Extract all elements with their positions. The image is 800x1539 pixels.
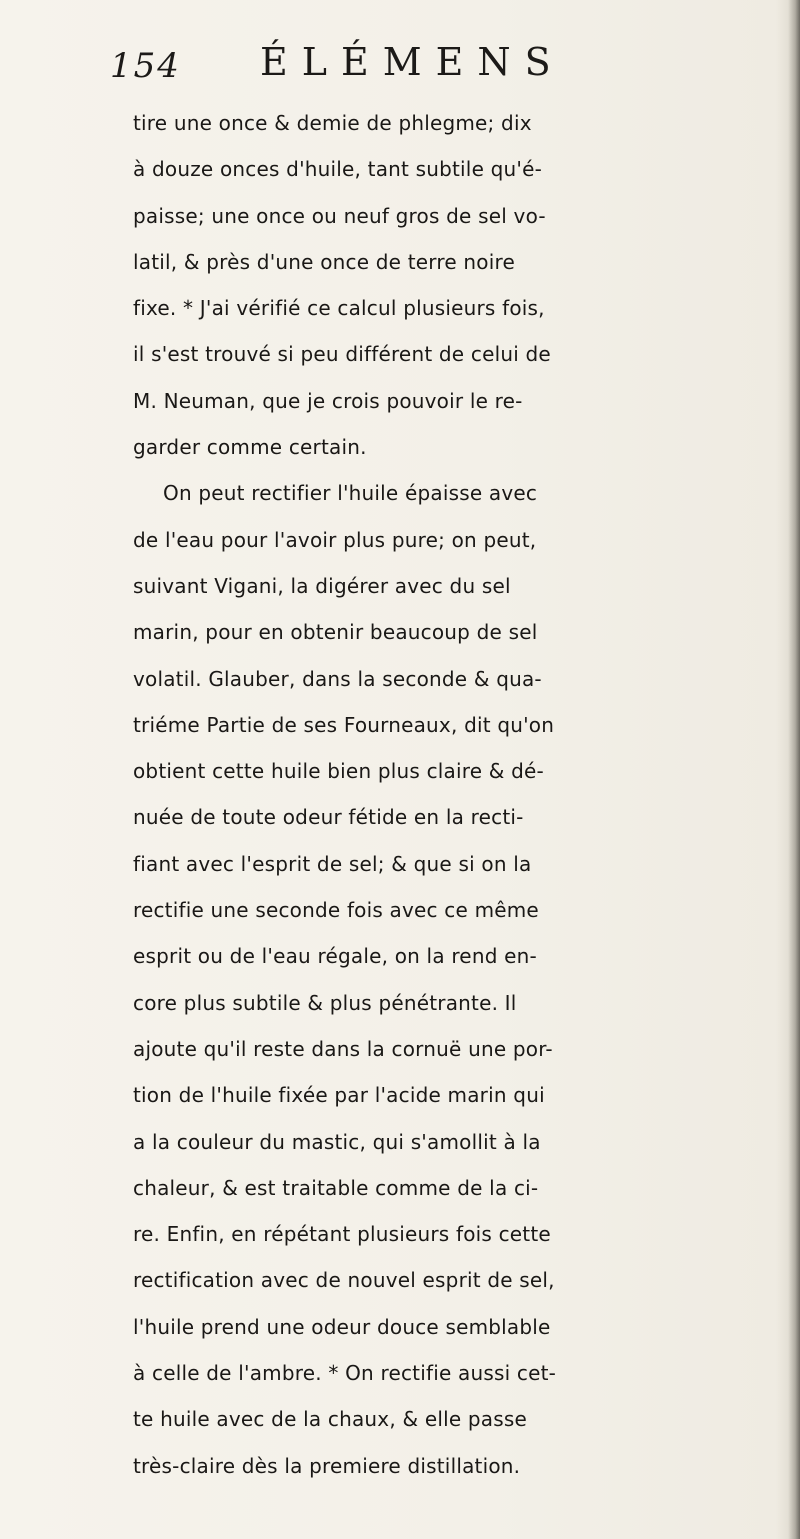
text-line: esprit ou de l'eau régale, on la rend en- [133, 944, 537, 969]
text-line: triéme Partie de ses Fourneaux, dit qu'on [133, 712, 555, 737]
text-line: tire une once & demie de phlegme; dix [133, 111, 532, 135]
text-line: à douze onces d'huile, tant subtile qu'é- [133, 157, 543, 182]
page-header [110, 40, 730, 100]
text-line: obtient cette huile bien plus claire & dé- [133, 759, 544, 784]
text-line: il s'est trouvé si peu différent de celui de [133, 342, 551, 367]
text-line: latil, & près d'une once de terre noire [133, 249, 515, 274]
text-line: fiant avec l'esprit de sel; & que si on la [133, 851, 532, 876]
text-line: core plus subtile & plus pénétrante. Il [133, 990, 517, 1015]
text-line: te huile avec de la chaux, & elle passe [133, 1407, 527, 1432]
text-line: ajoute qu'il reste dans la cornuë une por- [133, 1036, 553, 1061]
text-line: re. Enfin, en répétant plusieurs fois cette [133, 1222, 551, 1247]
text-line: suivant Vigani, la digérer avec du sel [133, 573, 511, 598]
text-line: très-claire dès la premiere distillation. [133, 1453, 521, 1478]
text-line: de l'eau pour l'avoir plus pure; on peut, [133, 527, 537, 552]
text-line: à celle de l'ambre. * On rectifie aussi cet- [133, 1361, 557, 1386]
body-text [133, 100, 793, 1489]
text-line: tion de l'huile fixée par l'acide marin qui [133, 1083, 545, 1108]
text-line: paisse; une once ou neuf gros de sel vo- [133, 203, 546, 228]
text-line: chaleur, & est traitable comme de la ci- [133, 1175, 539, 1200]
text-line: rectification avec de nouvel esprit de sel, [133, 1268, 555, 1293]
text-line: garder comme certain. [133, 435, 367, 460]
text-line: nuée de toute odeur fétide en la recti- [133, 805, 524, 830]
text-line: marin, pour en obtenir beaucoup de sel [133, 620, 538, 645]
page-number: 154 [110, 46, 181, 86]
paragraph-start-line: On peut rectifier l'huile épaisse avec [163, 481, 538, 506]
text-line: l'huile prend une odeur douce semblable [133, 1314, 551, 1339]
text-line: a la couleur du mastic, qui s'amollit à la [133, 1129, 541, 1154]
text-line: M. Neuman, que je crois pouvoir le re- [133, 388, 523, 413]
text-line: rectifie une seconde fois avec ce même [133, 898, 539, 923]
text-line: fixe. * J'ai vérifié ce calcul plusieurs fois, [133, 296, 545, 321]
text-line: volatil. Glauber, dans la seconde & qua- [133, 666, 542, 691]
running-head: ÉLÉMENS [260, 40, 565, 84]
